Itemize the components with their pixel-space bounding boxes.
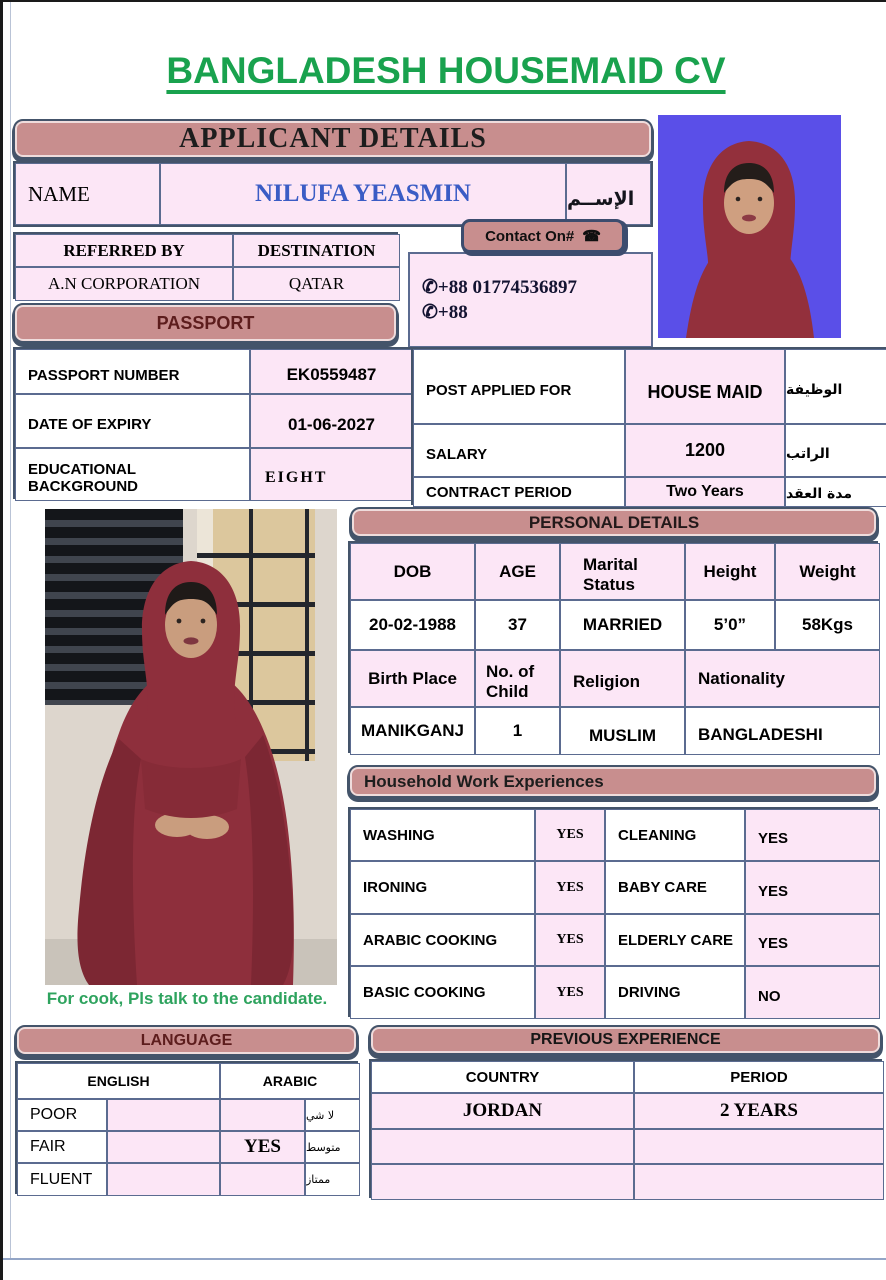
baby-care-label: BABY CARE (605, 861, 745, 914)
name-row (13, 161, 653, 227)
page-title: BANGLADESH HOUSEMAID CV (166, 50, 726, 91)
baby-care-value: YES (745, 861, 880, 914)
dob-value: 20-02-1988 (350, 600, 475, 650)
phone-number-1-text: +88 01774536897 (437, 277, 577, 298)
marital-status-value: MARRIED (560, 600, 685, 650)
passport-number-label: PASSPORT NUMBER (15, 349, 250, 394)
name-arabic-label: الإســم (566, 163, 651, 225)
experience-period-2 (634, 1129, 884, 1164)
personal-table (348, 541, 878, 753)
post-applied-arabic: الوظيفة (785, 349, 886, 424)
passport-table (13, 347, 411, 499)
fluent-arabic-value (220, 1163, 305, 1196)
contract-period-arabic: مدة العقد (785, 477, 886, 507)
education-value: EIGHT (250, 448, 413, 501)
previous-experience-header: PREVIOUS EXPERIENCE (369, 1025, 882, 1055)
household-table (348, 807, 878, 1017)
salary-value: 1200 (625, 424, 785, 477)
date-of-expiry-label: DATE OF EXPIRY (15, 394, 250, 448)
personal-details-header: PERSONAL DETAILS (350, 507, 878, 538)
fair-label: FAIR (17, 1131, 107, 1163)
previous-experience-table (369, 1059, 882, 1198)
name-value: NILUFA YEASMIN (160, 163, 566, 225)
name-label: NAME (15, 163, 160, 225)
education-label: EDUCATIONAL BACKGROUND (15, 448, 250, 501)
fair-arabic-value: YES (220, 1131, 305, 1163)
religion-header: Religion (560, 650, 685, 707)
language-table (15, 1061, 358, 1194)
fluent-english-value (107, 1163, 220, 1196)
driving-label: DRIVING (605, 966, 745, 1019)
contact-numbers-box (408, 252, 653, 348)
experience-period-1: 2 YEARS (634, 1093, 884, 1129)
elderly-care-label: ELDERLY CARE (605, 914, 745, 966)
nationality-header: Nationality (685, 650, 880, 707)
weight-value: 58Kgs (775, 600, 880, 650)
birth-place-value: MANIKGANJ (350, 707, 475, 755)
date-of-expiry-value: 01-06-2027 (250, 394, 413, 448)
language-header: LANGUAGE (15, 1025, 358, 1056)
contact-on-label: Contact On# (485, 227, 575, 245)
passport-header: PASSPORT (13, 303, 398, 343)
weight-header: Weight (775, 543, 880, 600)
english-column-header: ENGLISH (17, 1063, 220, 1099)
household-header: Household Work Experiences (348, 765, 878, 798)
experience-country-3 (371, 1164, 634, 1200)
poor-arabic-term: لا شي (305, 1099, 360, 1131)
period-column-header: PERIOD (634, 1061, 884, 1093)
elderly-care-value: YES (745, 914, 880, 966)
experience-country-1: JORDAN (371, 1093, 634, 1129)
ironing-value: YES (535, 861, 605, 914)
no-of-child-value: 1 (475, 707, 560, 755)
referred-by-label: REFERRED BY (15, 234, 233, 267)
telephone-icon: ☎ (582, 228, 601, 245)
experience-period-3 (634, 1164, 884, 1200)
applicant-figure (45, 509, 337, 985)
birth-place-header: Birth Place (350, 650, 475, 707)
ironing-label: IRONING (350, 861, 535, 914)
applicant-passport-photo (658, 115, 841, 338)
arabic-cooking-value: YES (535, 914, 605, 966)
nationality-value: BANGLADESHI (685, 707, 880, 755)
post-applied-label: POST APPLIED FOR (413, 349, 625, 424)
cook-note: For cook, Pls talk to the candidate. (46, 989, 328, 1008)
phone-number-2 (422, 301, 651, 324)
washing-label: WASHING (350, 809, 535, 861)
salary-label: SALARY (413, 424, 625, 477)
dob-header: DOB (350, 543, 475, 600)
applicant-full-photo (45, 509, 337, 985)
applicant-details-header: APPLICANT DETAILS (13, 119, 653, 159)
basic-cooking-label: BASIC COOKING (350, 966, 535, 1019)
age-value: 37 (475, 600, 560, 650)
arabic-cooking-label: ARABIC COOKING (350, 914, 535, 966)
fluent-label: FLUENT (17, 1163, 107, 1196)
poor-english-value (107, 1099, 220, 1131)
application-table (411, 347, 886, 505)
fair-english-value (107, 1131, 220, 1163)
salary-arabic: الراتب (785, 424, 886, 477)
religion-value: MUSLIM (560, 707, 685, 755)
contract-period-value: Two Years (625, 477, 785, 507)
height-value: 5’0” (685, 600, 775, 650)
country-column-header: COUNTRY (371, 1061, 634, 1093)
destination-label: DESTINATION (233, 234, 400, 267)
cleaning-value: YES (745, 809, 880, 861)
phone-number-1 (422, 276, 651, 299)
destination-value: QATAR (233, 267, 400, 301)
washing-value: YES (535, 809, 605, 861)
referred-by-value: A.N CORPORATION (15, 267, 233, 301)
arabic-column-header: ARABIC (220, 1063, 360, 1099)
no-of-child-header: No. of Child (475, 650, 560, 707)
page-inner-border (10, 2, 11, 1259)
poor-label: POOR (17, 1099, 107, 1131)
post-applied-value: HOUSE MAID (625, 349, 785, 424)
page-bottom-border (3, 1258, 886, 1260)
phone-number-2-text: +88 (437, 302, 468, 323)
basic-cooking-value: YES (535, 966, 605, 1019)
passport-number-value: EK0559487 (250, 349, 413, 394)
phone-line-icon: ✆ (422, 277, 438, 298)
fair-arabic-term: متوسط (305, 1131, 360, 1163)
age-header: AGE (475, 543, 560, 600)
cleaning-label: CLEANING (605, 809, 745, 861)
phone-line-icon: ✆ (422, 302, 438, 323)
poor-arabic-value (220, 1099, 305, 1131)
referral-table (13, 232, 398, 299)
marital-status-header: Marital Status (560, 543, 685, 600)
contact-on-button (461, 219, 625, 253)
driving-value: NO (745, 966, 880, 1019)
contract-period-label: CONTRACT PERIOD (413, 477, 625, 507)
height-header: Height (685, 543, 775, 600)
fluent-arabic-term: ممتاز (305, 1163, 360, 1196)
experience-country-2 (371, 1129, 634, 1164)
